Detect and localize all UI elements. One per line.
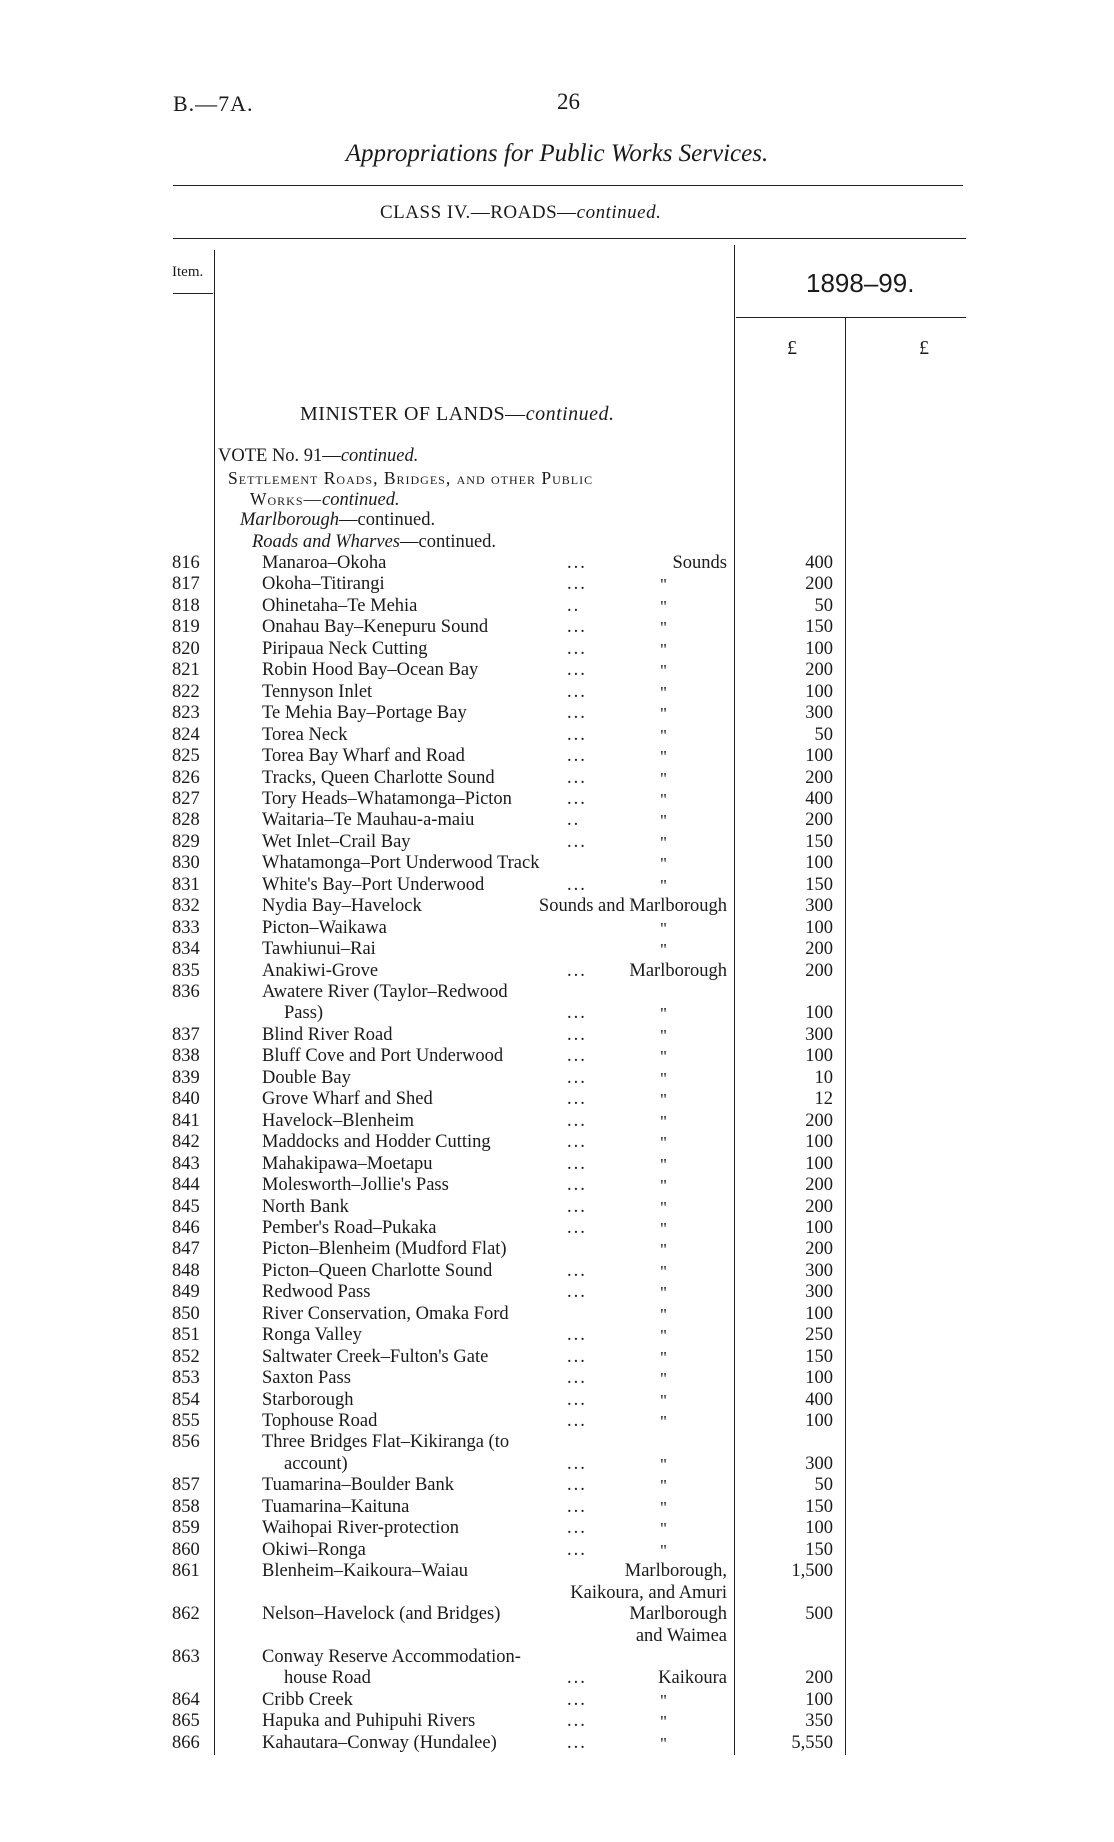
fiscal-year-header: 1898–99. [806,268,915,298]
vote-heading-main: VOTE No. 91— [218,446,341,466]
district-ditto: " [660,575,667,595]
item-number: 832 [172,896,200,917]
item-number: 837 [172,1024,200,1045]
item-description: Saxton Pass [262,1368,351,1389]
vote-heading-suffix: continued. [340,446,419,466]
item-number: 844 [172,1175,200,1196]
amount: 100 [805,1132,833,1153]
amount: 200 [805,660,833,681]
item-number: 823 [172,703,200,724]
amount: 100 [805,746,833,767]
item-number: 821 [172,660,200,681]
item-description: Tennyson Inlet [262,681,373,702]
district-ditto: " [660,618,667,638]
district-ditto: " [660,1519,667,1539]
leader-dots: ... [567,553,587,573]
item-number: 855 [172,1411,200,1431]
amount: 150 [805,831,833,852]
amount: 100 [805,1689,833,1710]
district-ditto: " [660,854,667,874]
rule-item-column [214,250,215,1755]
item-description: Robin Hood Bay–Ocean Bay [262,660,479,681]
item-description: Piripaua Neck Cutting [262,638,428,659]
district-ditto: " [660,940,667,960]
district-ditto: " [660,1347,667,1367]
district-name: Marlborough, [624,1561,727,1582]
amount: 150 [805,1346,833,1367]
item-description: Havelock–Blenheim [262,1110,415,1131]
item-number: 845 [172,1196,200,1217]
district-name: Kaikoura, and Amuri [570,1582,727,1603]
leader-dots: ... [567,638,587,659]
amount: 100 [805,1003,833,1024]
leader-dots: ... [567,960,587,981]
district-ditto: " [660,1111,667,1131]
amount: 300 [805,1453,833,1474]
item-number: 829 [172,831,200,852]
item-number: 866 [172,1732,200,1753]
district-ditto: " [660,1369,667,1389]
item-description: White's Bay–Port Underwood [262,874,485,895]
document-reference: B.—7A. [173,91,254,116]
sub-heading-suffix: —continued. [399,532,497,552]
rule-top [173,185,963,186]
amount: 200 [805,574,833,595]
district-name: Sounds [672,553,727,573]
item-number: 818 [172,595,200,616]
item-number: 851 [172,1325,200,1346]
leader-dots: ... [567,1346,587,1367]
district-ditto: " [660,768,667,788]
rule-year [736,317,966,318]
district-name: Marlborough [629,1604,727,1625]
district-ditto: " [660,1176,667,1196]
amount: 300 [805,1024,833,1045]
item-description: Tracks, Queen Charlotte Sound [262,767,495,788]
leader-dots: ... [567,874,587,895]
leader-dots: ... [567,746,587,767]
item-number: 842 [172,1132,200,1153]
item-description: Nelson–Havelock (and Bridges) [262,1604,501,1625]
district-ditto: " [660,1025,667,1045]
amount: 200 [805,1668,833,1689]
item-number: 864 [172,1689,200,1710]
minister-heading [300,403,615,426]
leader-dots: ... [567,1368,587,1389]
item-number: 862 [172,1604,200,1625]
amount: 250 [805,1325,833,1346]
pound-header-right: £ [919,337,929,359]
leader-dots: ... [567,724,587,745]
district-ditto: " [660,875,667,895]
leader-dots: ... [567,1046,587,1067]
item-description: Ronga Valley [262,1325,362,1346]
item-number: 838 [172,1046,200,1067]
district-ditto: " [660,1197,667,1217]
settlement-heading-line2-suffix: continued. [322,490,400,510]
item-description: Okiwi–Ronga [262,1539,366,1560]
district-ditto: " [660,1283,667,1303]
item-number: 824 [172,724,200,745]
district-name: and Waimea [635,1625,727,1646]
district-ditto: " [660,1497,667,1517]
amount: 50 [814,1475,833,1496]
item-description: Picton–Blenheim (Mudford Flat) [262,1239,507,1260]
district-ditto: " [660,725,667,745]
leader-dots: ... [567,1217,587,1238]
item-description: Waitaria–Te Mauhau-a-maiu [262,810,475,831]
item-description: Torea Bay Wharf and Road [262,746,465,767]
leader-dots: ... [567,1325,587,1346]
settlement-heading-line2 [250,489,400,511]
minister-heading-suffix: continued. [525,403,615,425]
item-number: 846 [172,1217,200,1238]
item-description: Nydia Bay–Havelock [262,896,422,917]
leader-dots: ... [567,660,587,681]
district-ditto: " [660,1090,667,1110]
item-description: Ohinetaha–Te Mehia [262,595,418,616]
district-ditto: " [660,1690,667,1710]
district-ditto: " [660,1304,667,1324]
item-number: 816 [172,553,200,573]
leader-dots: ... [567,1475,587,1496]
district-heading-main: Marlborough [240,510,340,530]
amount: 100 [805,917,833,938]
item-description: Picton–Queen Charlotte Sound [262,1260,493,1281]
item-description: Tuamarina–Kaituna [262,1496,410,1517]
leader-dots: ... [567,1153,587,1174]
amount: 12 [814,1089,833,1110]
amount: 10 [814,1067,833,1088]
amount: 200 [805,1239,833,1260]
item-description: house Road [284,1668,371,1689]
item-number: 865 [172,1711,200,1732]
amount: 5,550 [791,1732,833,1753]
leader-dots: ... [567,1067,587,1088]
item-number: 834 [172,939,200,960]
amount: 300 [805,1282,833,1303]
amount: 100 [805,1411,833,1431]
leader-dots: ... [567,767,587,788]
item-description: Picton–Waikawa [262,917,387,938]
item-description: Redwood Pass [262,1282,371,1303]
item-description: Conway Reserve Accommodation- [262,1646,521,1667]
item-description: Okoha–Titirangi [262,574,385,595]
amount: 100 [805,1303,833,1324]
leader-dots: ... [567,1196,587,1217]
class-heading-main: CLASS IV.—ROADS— [380,202,577,223]
item-description: Three Bridges Flat–Kikiranga (to [262,1432,510,1453]
item-description: Anakiwi-Grove [262,960,379,981]
amount: 300 [805,1260,833,1281]
leader-dots: ... [567,788,587,809]
district-ditto: " [660,1476,667,1496]
item-description: Mahakipawa–Moetapu [262,1153,433,1174]
page-title [0,140,1114,168]
leader-dots: ... [567,1496,587,1517]
item-description: Bluff Cove and Port Underwood [262,1046,504,1067]
item-number: 826 [172,767,200,788]
item-number: 820 [172,638,200,659]
item-description: Starborough [262,1389,354,1410]
district-heading-suffix: —continued. [339,510,436,530]
amount: 200 [805,960,833,981]
leader-dots: ... [567,1024,587,1045]
amount: 350 [805,1711,833,1732]
amount: 150 [805,1496,833,1517]
district-ditto: " [660,811,667,831]
item-number: 830 [172,853,200,874]
item-number: 849 [172,1282,200,1303]
district-ditto: " [660,1261,667,1281]
amount: 50 [814,595,833,616]
item-description: Tawhiunui–Rai [262,939,376,960]
sub-heading [252,532,496,553]
item-description: Hapuka and Puhipuhi Rivers [262,1711,476,1732]
item-description: Whatamonga–Port Underwood Track [262,853,540,874]
district-ditto: " [660,789,667,809]
item-number: 819 [172,617,200,638]
item-description: Double Bay [262,1067,351,1088]
item-description: Manaroa–Okoha [262,553,387,573]
rule-table-top [173,238,966,239]
amount: 150 [805,1539,833,1560]
item-description: Kahautara–Conway (Hundalee) [262,1732,497,1753]
item-description: Pass) [284,1003,324,1024]
district-ditto: " [660,747,667,767]
amount: 500 [805,1604,833,1625]
settlement-heading-line1: Settlement Roads, Bridges, and other Public [228,468,594,488]
leader-dots: ... [567,1089,587,1110]
amount: 150 [805,617,833,638]
amount: 100 [805,1153,833,1174]
rule-item-header [173,293,213,294]
item-number: 863 [172,1646,200,1667]
item-number: 860 [172,1539,200,1560]
leader-dots: ... [567,681,587,702]
leader-dots: ... [567,1175,587,1196]
page-number: 26 [557,89,580,114]
amount: 400 [805,1389,833,1410]
district-ditto: " [660,1712,667,1732]
leader-dots: ... [567,1689,587,1710]
item-description: Saltwater Creek–Fulton's Gate [262,1346,489,1367]
leader-dots: .. [567,595,581,616]
amount: 200 [805,1196,833,1217]
pound-header-left: £ [787,337,797,359]
item-description: Tory Heads–Whatamonga–Picton [262,788,512,809]
leader-dots: ... [567,1132,587,1153]
rule-district-column [734,245,735,1755]
item-number: 836 [172,982,200,1002]
item-number: 841 [172,1110,200,1131]
item-number: 840 [172,1089,200,1110]
district-ditto: " [660,1540,667,1560]
item-number: 861 [172,1561,200,1582]
district-name: Sounds and Marlborough [538,896,727,917]
item-number: 831 [172,874,200,895]
district-name: Marlborough [629,960,727,981]
amount: 200 [805,939,833,960]
item-description: Waihopai River-protection [262,1518,459,1539]
class-heading-suffix: continued. [576,202,662,223]
item-description: Te Mehia Bay–Portage Bay [262,703,467,724]
item-number: 857 [172,1475,200,1496]
item-number: 859 [172,1518,200,1539]
amount: 300 [805,896,833,917]
district-ditto: " [660,1326,667,1346]
item-description: Awatere River (Taylor–Redwood [262,982,508,1002]
district-ditto: " [660,704,667,724]
item-number: 852 [172,1346,200,1367]
district-ditto: " [660,596,667,616]
district-heading [240,510,435,531]
class-heading [380,202,661,224]
item-description: Blind River Road [262,1024,393,1045]
district-ditto: " [660,1154,667,1174]
district-ditto: " [660,1240,667,1260]
leader-dots: ... [567,1282,587,1303]
item-column-header: Item. [172,264,204,280]
minister-heading-main: MINISTER OF LANDS— [300,403,526,425]
item-number: 828 [172,810,200,831]
item-description: Blenheim–Kaikoura–Waiau [262,1561,469,1582]
district-ditto: " [660,918,667,938]
item-description: Grove Wharf and Shed [262,1089,433,1110]
leader-dots: ... [567,1389,587,1410]
item-description: Tophouse Road [262,1411,378,1431]
amount: 400 [805,788,833,809]
sub-heading-main: Roads and Wharves [252,532,400,552]
item-description: North Bank [262,1196,349,1217]
leader-dots: ... [567,1668,587,1689]
amount: 300 [805,703,833,724]
amount: 100 [805,1217,833,1238]
district-ditto: " [660,1412,667,1431]
leader-dots: ... [567,1518,587,1539]
district-ditto: " [660,832,667,852]
amount: 100 [805,1518,833,1539]
item-number: 843 [172,1153,200,1174]
item-number: 835 [172,960,200,981]
district-ditto: " [660,639,667,659]
district-ditto: " [660,1218,667,1238]
item-number: 850 [172,1303,200,1324]
settlement-heading-line2-main: Works— [250,489,323,509]
district-ditto: " [660,1068,667,1088]
leader-dots: ... [567,703,587,724]
item-description: Cribb Creek [262,1689,353,1710]
amount: 100 [805,638,833,659]
leader-dots: ... [567,1711,587,1732]
rule-amount-column [845,318,846,1755]
amount: 400 [805,553,833,573]
item-number: 847 [172,1239,200,1260]
leader-dots: .. [567,810,581,831]
leader-dots: ... [567,1539,587,1560]
district-ditto: " [660,661,667,681]
leader-dots: ... [567,1110,587,1131]
item-number: 833 [172,917,200,938]
item-number: 853 [172,1368,200,1389]
item-number: 848 [172,1260,200,1281]
amount: 200 [805,1110,833,1131]
leader-dots: ... [567,1411,587,1431]
amount: 100 [805,853,833,874]
leader-dots: ... [567,1260,587,1281]
leader-dots: ... [567,617,587,638]
item-description: River Conservation, Omaka Ford [262,1303,509,1324]
amount: 200 [805,810,833,831]
amount: 200 [805,767,833,788]
leader-dots: ... [567,831,587,852]
item-description: Wet Inlet–Crail Bay [262,831,411,852]
item-number: 827 [172,788,200,809]
item-number: 825 [172,746,200,767]
amount: 100 [805,1368,833,1389]
district-ditto: " [660,1390,667,1410]
amount: 150 [805,874,833,895]
leader-dots: ... [567,1453,587,1474]
item-number: 858 [172,1496,200,1517]
item-number: 822 [172,681,200,702]
leader-dots: ... [567,1003,587,1024]
amount: 50 [814,724,833,745]
district-ditto: " [660,682,667,702]
district-ditto: " [660,1733,667,1753]
item-number: 839 [172,1067,200,1088]
amount: 1,500 [791,1561,833,1582]
item-description: Tuamarina–Boulder Bank [262,1475,455,1496]
district-ditto: " [660,1454,667,1474]
amount: 200 [805,1175,833,1196]
item-description: Maddocks and Hodder Cutting [262,1132,491,1153]
district-ditto: " [660,1004,667,1024]
item-number: 856 [172,1432,200,1453]
item-number: 817 [172,574,200,595]
district-name: Kaikoura [658,1668,727,1689]
district-ditto: " [660,1047,667,1067]
item-description: account) [284,1453,348,1474]
item-description: Molesworth–Jollie's Pass [262,1175,449,1196]
item-number: 854 [172,1389,200,1410]
item-description: Pember's Road–Pukaka [262,1217,437,1238]
item-description: Torea Neck [262,724,348,745]
item-description: Onahau Bay–Kenepuru Sound [262,617,489,638]
district-ditto: " [660,1133,667,1153]
leader-dots: ... [567,1732,587,1753]
vote-heading [218,446,418,467]
page-title-text: Appropriations for Public Works Services. [345,140,769,167]
leader-dots: ... [567,574,587,595]
amount: 100 [805,1046,833,1067]
amount: 100 [805,681,833,702]
